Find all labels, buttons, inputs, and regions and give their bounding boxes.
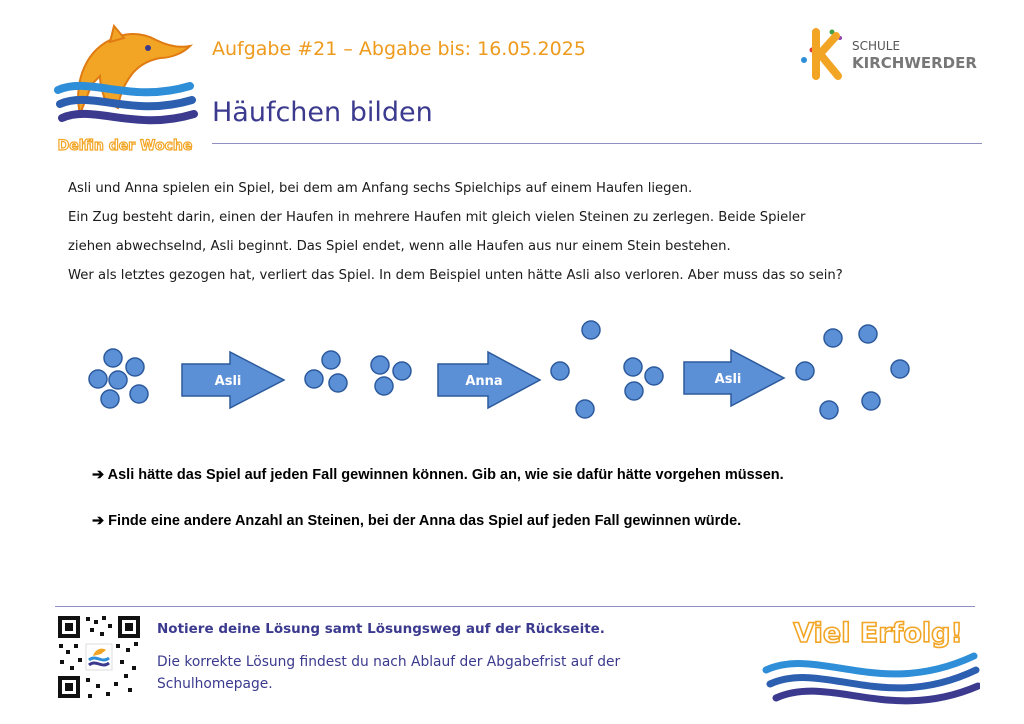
move-arrow xyxy=(182,352,284,408)
wave-icon xyxy=(766,656,974,674)
game-chip xyxy=(130,385,148,403)
game-chip xyxy=(371,356,389,374)
game-chip xyxy=(624,358,642,376)
game-chip xyxy=(126,358,144,376)
delfin-der-woche-logo xyxy=(40,18,210,158)
game-chip xyxy=(820,401,838,419)
question-1: ➔ Asli hätte das Spiel auf jeden Fall gewinnen können. Gib an, wie sie dafür hätte vorgehen müssen. xyxy=(92,467,784,483)
move-arrow xyxy=(684,350,784,406)
k-mark-icon xyxy=(816,32,838,76)
move-player-label: Asli xyxy=(714,372,742,387)
footer-note: Die korrekte Lösung findest du nach Ablauf der Abgabefrist auf der Schulhomepage. xyxy=(157,654,621,692)
question-2: ➔ Finde eine andere Anzahl an Steinen, bei der Anna das Spiel auf jeden Fall gewinnen würde. xyxy=(92,513,742,529)
school-name-line2: KIRCHWERDER xyxy=(852,54,977,72)
game-chip xyxy=(322,351,340,369)
game-chip xyxy=(891,360,909,378)
footer-divider xyxy=(55,606,975,607)
logo-caption: Delfin der Woche xyxy=(57,138,193,154)
game-chip xyxy=(625,382,643,400)
game-chip xyxy=(862,392,880,410)
move-player-label: Asli xyxy=(214,374,242,389)
slogan-text: Viel Erfolg! xyxy=(793,618,963,649)
viel-erfolg-graphic xyxy=(760,612,980,712)
game-chip xyxy=(101,390,119,408)
game-chip xyxy=(551,362,569,380)
title-divider xyxy=(212,143,982,144)
footer-instruction: Notiere deine Lösung samt Lösungsweg auf der Rückseite. xyxy=(157,621,605,637)
intro-paragraph-line: Ein Zug besteht darin, einen der Haufen in mehrere Haufen mit gleich vielen Steinen zu zerlegen. Beide Spieler xyxy=(68,210,806,225)
qr-code-icon[interactable] xyxy=(56,614,142,700)
game-chip xyxy=(375,377,393,395)
game-chip xyxy=(796,362,814,380)
task-number-deadline: Aufgabe #21 – Abgabe bis: 16.05.2025 xyxy=(212,38,586,60)
intro-paragraph-line: ziehen abwechselnd, Asli beginnt. Das Spiel endet, wenn alle Haufen aus nur einem Stein bestehen. xyxy=(68,239,731,254)
game-chip xyxy=(859,325,877,343)
game-chip xyxy=(582,321,600,339)
page-title: Häufchen bilden xyxy=(212,97,433,128)
school-logo xyxy=(796,24,996,84)
move-arrow xyxy=(438,352,540,408)
game-chip xyxy=(305,370,323,388)
game-chip xyxy=(393,362,411,380)
game-chip xyxy=(824,329,842,347)
game-chip xyxy=(89,370,107,388)
game-example-diagram xyxy=(0,310,1024,430)
game-chip xyxy=(576,400,594,418)
game-chip xyxy=(109,371,127,389)
intro-paragraph-line: Wer als letztes gezogen hat, verliert das Spiel. In dem Beispiel unten hätte Asli also verloren. Aber muss das so sein? xyxy=(68,268,843,283)
intro-paragraph-line: Asli und Anna spielen ein Spiel, bei dem am Anfang sechs Spielchips auf einem Haufen liegen. xyxy=(68,181,693,196)
school-name-line1: SCHULE xyxy=(852,39,901,53)
game-chip xyxy=(645,367,663,385)
move-player-label: Anna xyxy=(465,374,503,389)
game-chip xyxy=(329,374,347,392)
game-chip xyxy=(104,349,122,367)
